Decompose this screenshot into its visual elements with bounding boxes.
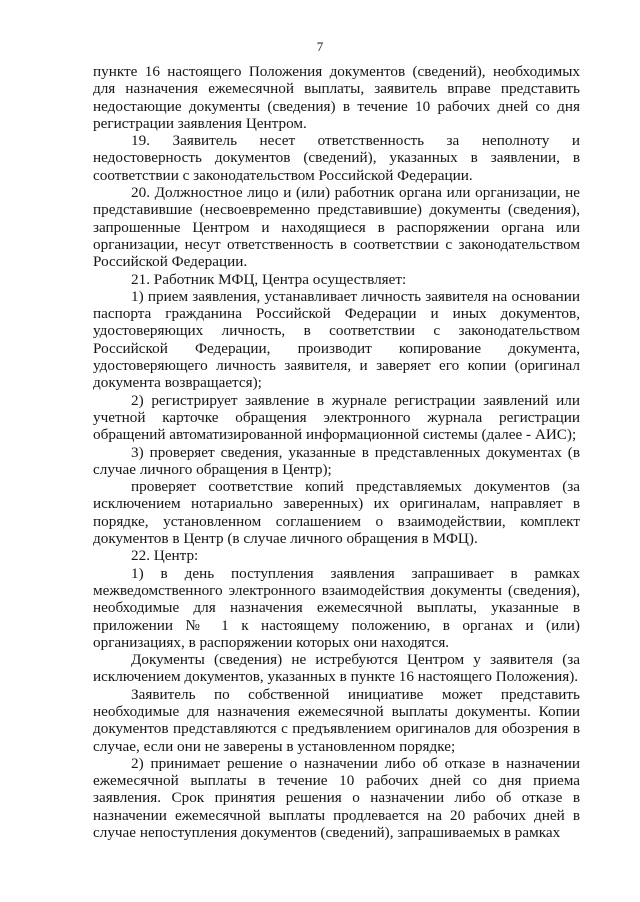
paragraph-clause-20: 20. Должностное лицо и (или) работник органа или организации, не представившие (несвоевременно представившие) документы (сведения), запрошенные Центром и находящиеся в распоряжении органа или организации, несут ответственность в соответствии с законодательством Российской Федерации.	[93, 184, 580, 271]
paragraph-21-item-3-continued: проверяет соответствие копий представляемых документов (за исключением нотариально заверенных) их оригиналам, направляет в порядке, установленном соглашением о взаимодействии, комплект документов в Центр (в случае личного обращения в МФЦ).	[93, 478, 580, 548]
paragraph-clause-22: 22. Центр:	[131, 547, 199, 565]
paragraph-22-item-1: 1) в день поступления заявления запрашивает в рамках межведомственного электронного взаимодействия документы (сведения), необходимые для назначения ежемесячной выплаты, указанные в приложении № 1 к настоящему положению, в органах и (или) организациях, в распоряжении которых они находятся.	[93, 564, 580, 651]
page-number: 7	[316, 39, 324, 54]
paragraph-continuation: пункте 16 настоящего Положения документов (сведений), необходимых для назначения ежемесячной выплаты, заявитель вправе представить недостающие документы (сведения) в течение 10 рабочих дней со дня регистрации заявления Центром.	[93, 63, 580, 132]
paragraph-22-item-2: 2) принимает решение о назначении либо об отказе в назначении ежемесячной выплаты в течение 10 рабочих дней со дня приема заявления. Срок принятия решения о назначении либо об отказе в назначении ежемесячной выплаты продлевается на 20 рабочих дней в случае непоступления документов (сведений), запрашиваемых в рамках	[93, 754, 580, 842]
paragraph-22-item-1-documents: Документы (сведения) не истребуются Центром у заявителя (за исключением документов, указанных в пункте 16 настоящего Положения).	[93, 651, 580, 686]
paragraph-21-item-2: 2) регистрирует заявление в журнале регистрации заявлений или учетной карточке обращения электронного журнала регистрации обращений автоматизированной информационной системы (далее - АИС);	[93, 391, 580, 444]
paragraph-22-item-1-applicant: Заявитель по собственной инициативе может представить необходимые для назначения ежемесячной выплаты документы. Копии документов представляются с предъявлением оригиналов для обозрения в случае, если они не заверены в установленном порядке;	[93, 685, 580, 755]
paragraph-clause-21: 21. Работник МФЦ, Центра осуществляет:	[131, 270, 407, 288]
paragraph-clause-19: 19. Заявитель несет ответственность за неполноту и недостоверность документов (сведений), указанных в заявлении, в соответствии с законодательством Российской Федерации.	[93, 132, 580, 184]
paragraph-21-item-3: 3) проверяет сведения, указанные в представленных документах (в случае личного обращения в Центр);	[93, 443, 580, 478]
document-body	[93, 63, 580, 841]
paragraph-21-item-1: 1) прием заявления, устанавливает личность заявителя на основании паспорта гражданина Российской Федерации и иных документов, удостоверяющих личность, в соответствии с законодательством Российской Федерации, производит копирование документа, удостоверяющего личность заявителя, и заверяет его копии (оригинал документа возвращается);	[93, 287, 580, 392]
